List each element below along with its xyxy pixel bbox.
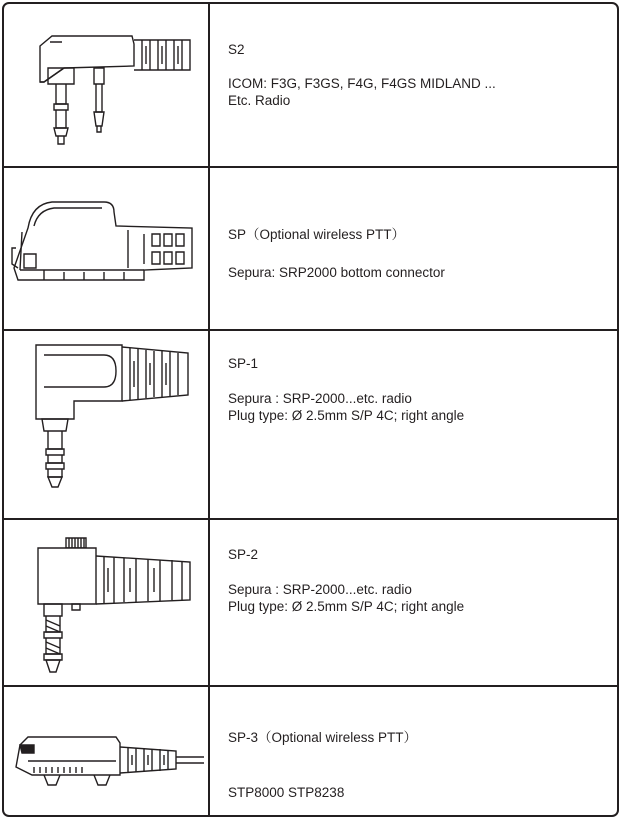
connector-description (228, 75, 496, 109)
table-row-sp-2 (4, 520, 617, 687)
description-line: Sepura: SRP2000 bottom connector (228, 265, 445, 280)
s2-connector-icon (4, 4, 208, 166)
connector-title: SP-2 (228, 547, 259, 562)
sp2-connector-icon (4, 520, 208, 685)
image-cell (4, 520, 210, 685)
text-cell (228, 331, 607, 518)
connector-table (2, 2, 619, 817)
sp1-connector-icon (4, 331, 208, 518)
connector-title: SP-1 (228, 356, 259, 371)
text-cell (228, 687, 607, 815)
description-line: Sepura : SRP-2000...etc. radio (228, 391, 412, 406)
connector-title: S2 (228, 42, 245, 57)
description-line: Plug type: Ø 2.5mm S/P 4C; right angle (228, 599, 465, 614)
table-row-sp-1 (4, 331, 617, 520)
text-cell (228, 520, 607, 685)
sp3-connector-icon (4, 687, 208, 815)
table-row-sp-3 (4, 687, 617, 815)
connector-description (228, 784, 344, 801)
connector-title: SP-3（Optional wireless PTT） (228, 730, 418, 745)
description-line: STP8000 STP8238 (228, 785, 345, 800)
sp-connector-icon (4, 168, 208, 329)
image-cell (4, 331, 210, 518)
description-line: Sepura : SRP-2000...etc. radio (228, 582, 412, 597)
text-cell (228, 168, 607, 329)
table-row-sp (4, 168, 617, 331)
connector-title: SP（Optional wireless PTT） (228, 227, 406, 242)
connector-description (228, 581, 464, 615)
description-line: ICOM: F3G, F3GS, F4G, F4GS MIDLAND ... (228, 76, 496, 91)
connector-description (228, 390, 464, 424)
description-line: Plug type: Ø 2.5mm S/P 4C; right angle (228, 408, 465, 423)
image-cell (4, 687, 210, 815)
connector-description (228, 264, 445, 281)
image-cell (4, 4, 210, 166)
text-cell (228, 4, 607, 166)
table-row-s2 (4, 4, 617, 168)
description-line: Etc. Radio (228, 93, 291, 108)
image-cell (4, 168, 210, 329)
